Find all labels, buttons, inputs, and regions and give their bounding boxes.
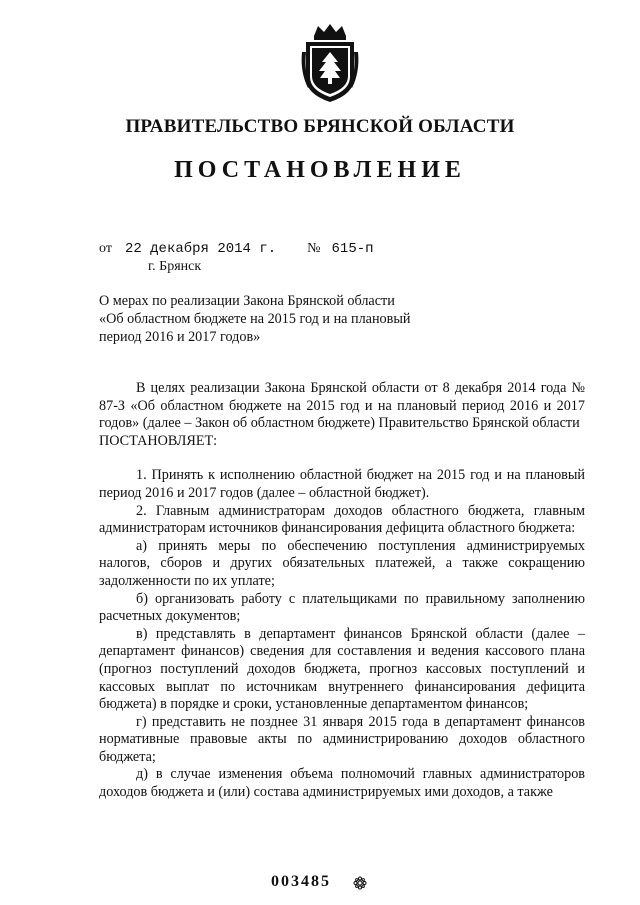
- coat-of-arms-emblem: [300, 22, 360, 104]
- clause-2d: д) в случае изменения объема полномочий главных администраторов доходов бюджета и (или) состава администрируемых ими доходов, а также: [99, 766, 585, 801]
- serial-number: 003485: [271, 873, 331, 890]
- document-date: 22 декабря 2014 г.: [124, 241, 277, 257]
- subject-line: О мерах по реализации Закона Брянской области: [99, 293, 395, 309]
- subject-line: период 2016 и 2017 годов»: [99, 329, 261, 345]
- government-heading: ПРАВИТЕЛЬСТВО БРЯНСКОЙ ОБЛАСТИ: [125, 116, 515, 137]
- document-type-heading: ПОСТАНОВЛЕНИЕ: [174, 157, 466, 183]
- clause-2v: в) представлять в департамент финансов Брянской области (далее – департамент финансов) сведения для составления и ведения кассового плана (прогноз поступлений доходов бюджета, прогноз кассовых поступлений и кассовых выплат по источникам внутреннего финансирования дефицита бюджета) в порядке и сроки, установленные департаментом финансов;: [99, 625, 585, 713]
- document-number: 615-п: [331, 241, 374, 257]
- clause-2g: г) представить не позднее 31 января 2015 года в департамент финансов нормативные правовые акты по администрированию доходов областного бюджета;: [99, 713, 585, 765]
- document-body: [99, 380, 585, 802]
- clause-2a: а) принять меры по обеспечению поступления администрируемых налогов, сборов и других обязательных платежей, а также сокращению задолженности по их уплате;: [99, 537, 585, 589]
- subject-line: «Об областном бюджете на 2015 год и на плановый: [99, 311, 411, 327]
- document-subject: [99, 292, 459, 346]
- ornament-icon: [353, 876, 367, 890]
- document-city: г. Брянск: [148, 259, 202, 274]
- document-meta: [99, 241, 374, 257]
- clause-1: 1. Принять к исполнению областной бюджет на 2015 год и на плановый период 2016 и 2017 годов (далее – областной бюджет).: [99, 467, 585, 501]
- resolve-heading: ПОСТАНОВЛЯЕТ:: [99, 432, 218, 449]
- from-label: от: [99, 241, 112, 256]
- clause-2b: б) организовать работу с плательщиками по правильному заполнению расчетных документов;: [99, 590, 585, 625]
- preamble-paragraph: В целях реализации Закона Брянской области от 8 декабря 2014 года № 87-З «Об областном бюджете на 2015 год и на плановый период 2016 и 2017 годов» (далее – Закон об областном бюджете) Правительство Брянской области: [99, 380, 585, 432]
- number-label: №: [307, 241, 321, 256]
- clause-2: 2. Главным администраторам доходов областного бюджета, главным администраторам источников финансирования дефицита областного бюджета:: [99, 502, 585, 537]
